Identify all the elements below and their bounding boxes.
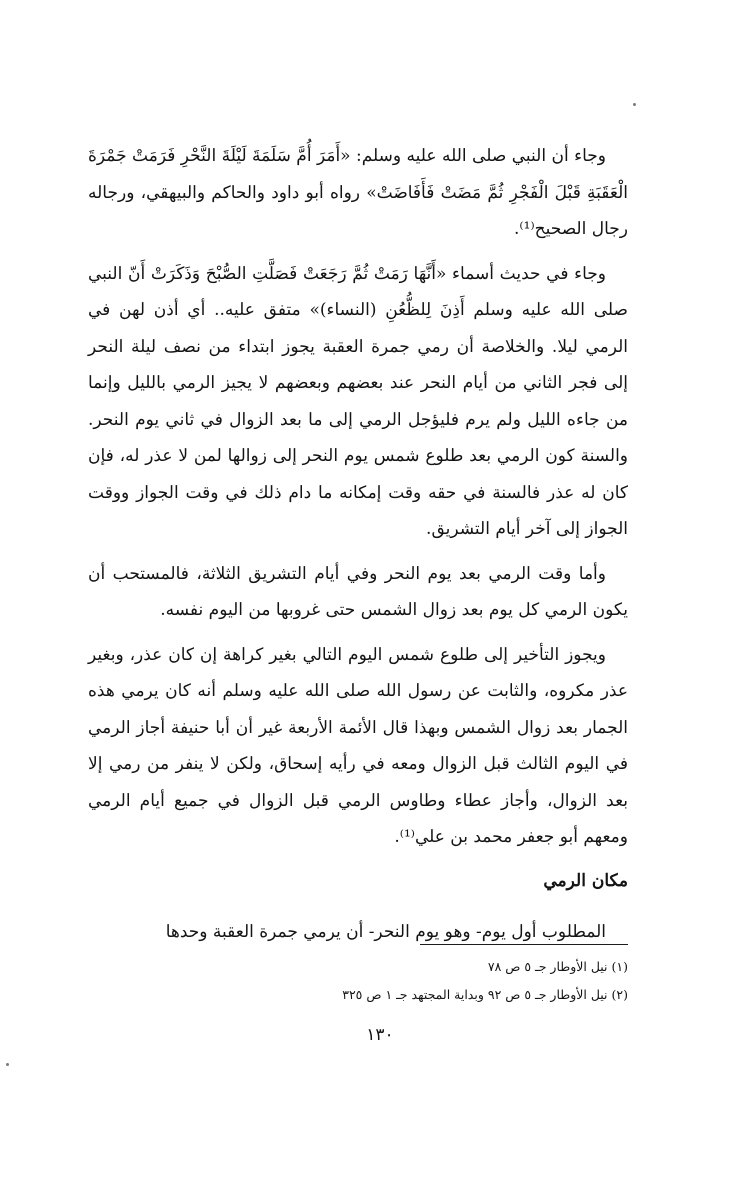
page-number: ١٣٠ xyxy=(366,1025,394,1045)
paragraph-tashriq-time: وأما وقت الرمي بعد يوم النحر وفي أيام التشريق الثلاثة، فالمستحب أن يكون الرمي كل يوم بعد زوال الشمس حتى غروبها من اليوم نفسه. xyxy=(88,563,628,620)
paragraph-delay-ruling: ويجوز التأخير إلى طلوع شمس اليوم التالي بغير كراهة إن كان عذر، وبغير عذر مكروه، والثابت عن رسول الله صلى الله عليه وسلم أنه كان يرمي هذه الجمار بعد زوال الشمس وبهذا قال الأئمة الأربعة غير أن أبا حنيفة أجاز الرمي في اليوم الثالث قبل الزوال ومعه في رأيه إسحاق، ولكن لا ينفر من رمي إلا بعد الزوال، وأجاز عطاء وطاوس الرمي قبل الزوال في جميع أيام الرمي ومعهم أبو جعفر محمد بن علي⁽¹⁾. xyxy=(88,644,628,847)
main-text xyxy=(88,138,628,950)
scan-speck xyxy=(6,1063,9,1066)
paragraph-umm-salama: وجاء أن النبي صلى الله عليه وسلم: «أَمَرَ أُمَّ سَلَمَةَ لَيْلَةَ النَّحْرِ فَرَمَتْ جَمْرَةَ الْعَقَبَةِ قَبْلَ الْفَجْرِ ثُمَّ مَضَتْ فَأَفَاضَتْ» رواه أبو داود والحاكم والبيهقي، ورجاله رجال الصحيح⁽¹⁾. xyxy=(88,146,628,239)
footnote-divider xyxy=(420,944,628,945)
footnotes xyxy=(200,953,628,1009)
footnote-1: (١) نيل الأوطار جـ ٥ ص ٧٨ xyxy=(487,959,628,974)
scan-speck xyxy=(633,103,636,106)
section-heading: مكان الرمي xyxy=(543,870,628,891)
footnote-2: (٢) نيل الأوطار جـ ٥ ص ٩٢ وبداية المجتهد جـ ١ ص ٣٢٥ xyxy=(342,987,628,1002)
paragraph-asma-hadith: وجاء في حديث أسماء «أَنَّهَا رَمَتْ ثُمَّ رَجَعَتْ فَصَلَّتِ الصُّبْحَ وَذَكَرَتْ أَنّ النبي صلى الله عليه وسلم أَذِنَ لِلظُّعُنِ (النساء)» متفق عليه.. أي أذن لهن في الرمي ليلا. والخلاصة أن رمي جمرة العقبة يجوز ابتداء من نصف ليلة النحر إلى فجر الثاني من أيام النحر عند بعضهم وبعضهم لا يجيز الرمي بالليل وإنما من جاءه الليل ولم يرم فليؤجل الرمي إلى ما بعد الزوال في ثاني يوم النحر. والسنة كون الرمي بعد طلوع شمس يوم النحر إلى زوالها لمن لا عذر له، فإن كان له عذر فالسنة في حقه وقت إمكانه ما دام ذلك في وقت الجواز ووقت الجواز إلى آخر أيام التشريق. xyxy=(88,263,628,539)
paragraph-first-day: المطلوب أول يوم- وهو يوم النحر- أن يرمي جمرة العقبة وحدها xyxy=(165,921,606,942)
